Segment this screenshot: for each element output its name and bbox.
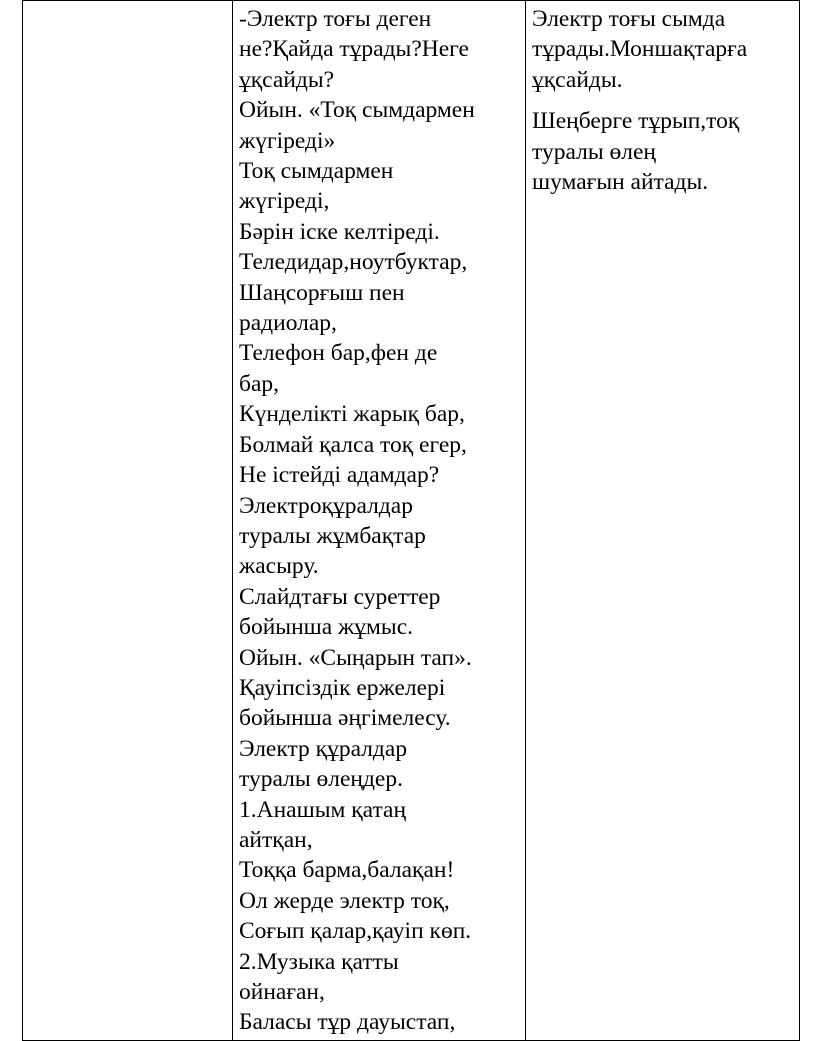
teacher-line: Электр құралдар <box>239 735 408 762</box>
student-line: туралы өлең <box>532 138 656 165</box>
teacher-line: -Электр тоғы деген <box>239 6 432 32</box>
teacher-line: жүгіреді» <box>239 127 336 154</box>
teacher-line: не?Қайда тұрады?Неге <box>239 36 469 63</box>
student-line: Шеңберге тұрып,тоқ <box>532 108 740 135</box>
teacher-line: бар, <box>239 370 280 397</box>
teacher-line: Ойын. «Тоқ сымдармен <box>239 97 475 124</box>
teacher-line: Тоққа барма,балақан! <box>239 857 455 884</box>
teacher-line: Баласы тұр дауыстап, <box>239 1009 456 1036</box>
teacher-line: Тоқ сымдармен <box>239 158 394 185</box>
teacher-line: Күнделікті жарық бар, <box>239 401 465 428</box>
teacher-line: Телефон бар,фен де <box>239 340 438 367</box>
teacher-line: жүгіреді, <box>239 188 330 215</box>
paragraph-spacer <box>532 95 793 106</box>
teacher-line: айтқан, <box>239 826 313 853</box>
student-line: тұрады.Моншақтарға <box>532 36 748 63</box>
student-activity-text <box>526 1 799 197</box>
student-line: ұқсайды. <box>532 66 623 93</box>
teacher-line: Шаңсорғыш пен <box>239 279 405 306</box>
stage-cell <box>23 1 233 1041</box>
table-row <box>23 1 800 1041</box>
teacher-activity-cell <box>233 1 526 1041</box>
teacher-line: туралы жұмбақтар <box>239 522 426 549</box>
teacher-line: бойынша жұмыс. <box>239 614 414 641</box>
lesson-plan-table <box>22 0 800 1041</box>
teacher-activity-text <box>233 1 525 1038</box>
teacher-line: 2.Музыка қатты <box>239 948 399 975</box>
teacher-line: радиолар, <box>239 310 337 337</box>
teacher-line: туралы өлеңдер. <box>239 766 403 793</box>
teacher-line: бойынша әңгімелесу. <box>239 705 451 732</box>
teacher-line: Болмай қалса тоқ егер, <box>239 431 467 458</box>
teacher-line: Соғып қалар,қауіп көп. <box>239 918 472 945</box>
teacher-line: ұқсайды? <box>239 66 335 93</box>
teacher-line: жасыру. <box>239 553 319 580</box>
student-line: шумағын айтады. <box>532 169 709 196</box>
student-line: Электр тоғы сымда <box>532 6 726 32</box>
teacher-line: Ойын. «Сыңарын тап». <box>239 644 472 671</box>
teacher-line: 1.Анашым қатаң <box>239 796 407 823</box>
teacher-line: ойнаған, <box>239 979 325 1005</box>
teacher-line: Қауіпсіздік ержелері <box>239 674 446 701</box>
student-activity-cell <box>526 1 800 1041</box>
teacher-line: Ол жерде электр тоқ, <box>239 887 450 914</box>
teacher-line: Бәрін іске келтіреді. <box>239 218 440 245</box>
teacher-line: Электроқұралдар <box>239 492 413 519</box>
teacher-line: Слайдтағы суреттер <box>239 583 441 610</box>
teacher-line: Не істейді адамдар? <box>239 462 440 489</box>
teacher-line: Теледидар,ноутбуктар, <box>239 249 468 276</box>
